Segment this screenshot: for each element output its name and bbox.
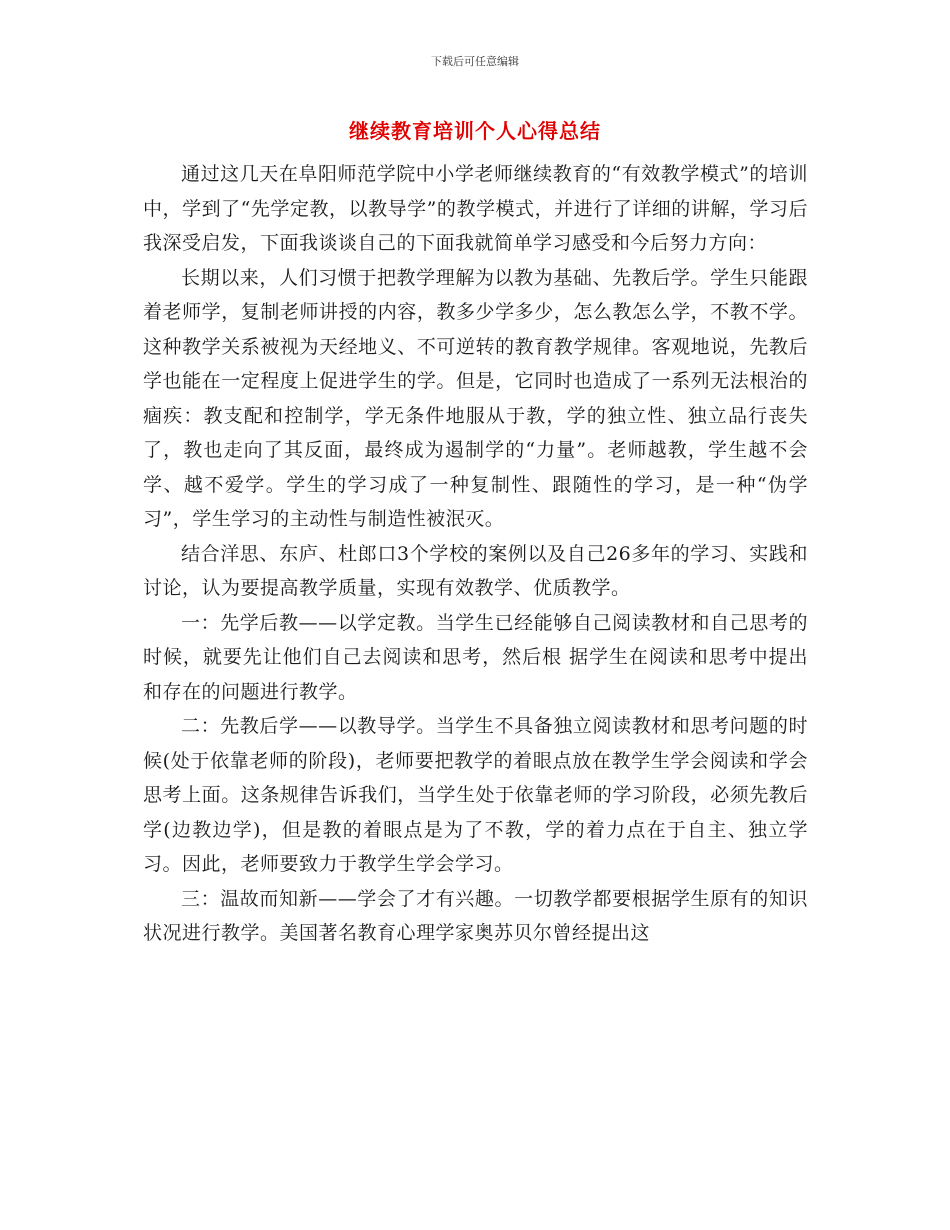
paragraph-point-one: 一：先学后教——以学定教。当学生已经能够自己阅读教材和自己思考的时候，就要先让他们自己去阅读和思考，然后根 据学生在阅读和思考中提出和存在的问题进行教学。: [143, 611, 808, 703]
paragraph-intro: 通过这几天在阜阳师范学院中小学老师继续教育的“有效教学模式”的培训中，学到了“先学定教，以教导学”的教学模式，并进行了详细的讲解，学习后我深受启发，下面我谈谈自己的下面我就简单学习感受和今后努力方向：: [143, 163, 808, 254]
document-body: [143, 157, 808, 951]
paragraph-point-two: 二：先教后学——以教导学。当学生不具备独立阅读教材和思考问题的时候(处于依靠老师的阶段)，老师要把教学的着眼点放在教学生学会阅读和学会思考上面。这条规律告诉我们，当学生处于依靠老师的学习阶段，必须先教后学(边教边学)，但是教的着眼点是为了不教，学的着力点在于自主、独立学习。因此，老师要致力于教学生学会学习。: [143, 715, 808, 875]
paragraph-point-three: 三：温故而知新——学会了才有兴趣。一切教学都要根据学生原有的知识状况进行教学。美国著名教育心理学家奥苏贝尔曾经提出这: [143, 887, 808, 944]
paragraph-traditional-teaching: 长期以来，人们习惯于把教学理解为以教为基础、先教后学。学生只能跟着老师学，复制老师讲授的内容，教多少学多少，怎么教怎么学，不教不学。这种教学关系被视为天经地义、不可逆转的教育教学规律。客观地说，先教后学也能在一定程度上促进学生的学。但是，它同时也造成了一系列无法根治的痼疾：教支配和控制学，学无条件地服从于教，学的独立性、独立品行丧失了，教也走向了其反面，最终成为遏制学的“力量”。老师越教，学生越不会学、越不爱学。学生的学习成了一种复制性、跟随性的学习，是一种“伪学习”，学生学习的主动性与制造性被泯灭。: [143, 266, 808, 530]
document-title: 继续教育培训个人心得总结: [349, 119, 601, 143]
paragraph-case-summary: 结合洋思、东庐、杜郎口3个学校的案例以及自己26多年的学习、实践和讨论，认为要提高教学质量，实现有效教学、优质教学。: [143, 542, 808, 599]
page-header-note: 下载后可任意编辑: [431, 55, 519, 68]
